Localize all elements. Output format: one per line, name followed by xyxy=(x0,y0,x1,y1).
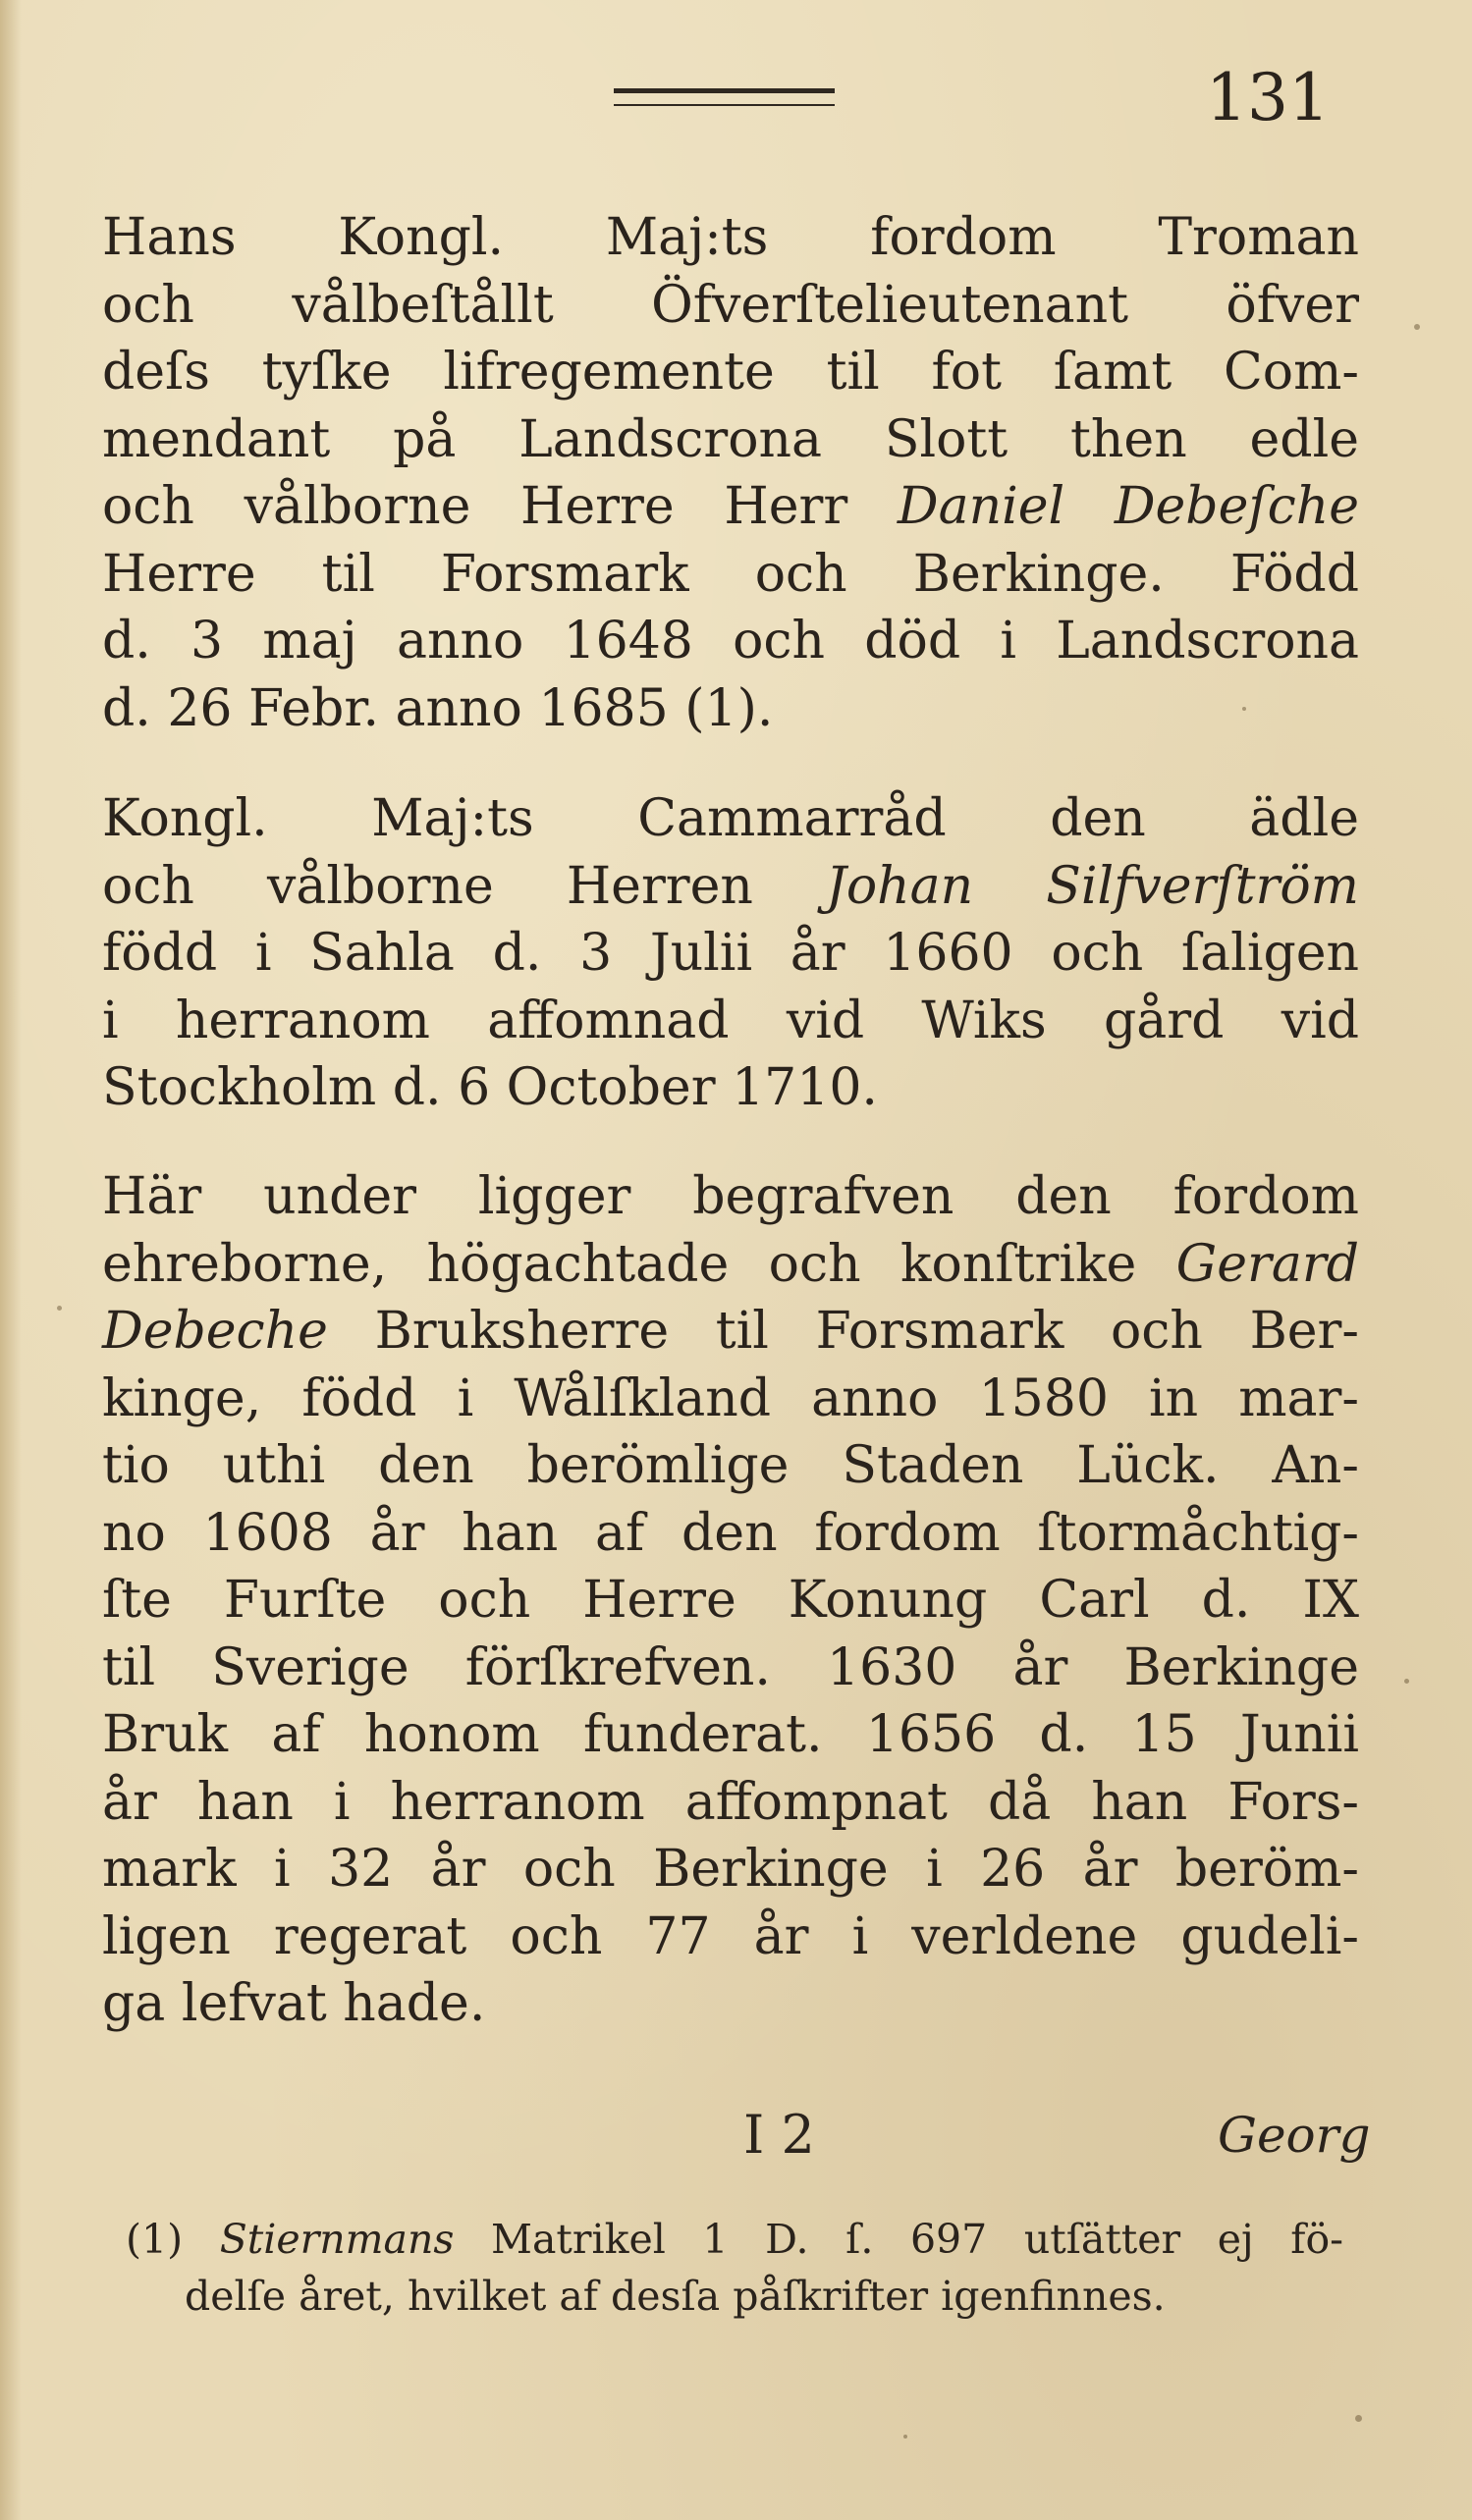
paragraph-3 xyxy=(102,1163,1359,2038)
page-header xyxy=(0,59,1472,157)
paragraph-line: mark i 32 år och Berkinge i 26 år beröm- xyxy=(102,1840,1359,1899)
line-text: Bruksherre til Forsmark och Ber- xyxy=(327,1302,1359,1361)
paragraph-line: ligen regerat och 77 år i verldene gudeli- xyxy=(102,1906,1359,1966)
paper-speck xyxy=(903,2435,907,2439)
line-text: ehreborne, högachtade och konſtrike xyxy=(102,1234,1176,1294)
line-text: och vålborne Herre Herr xyxy=(102,477,898,536)
paragraph-1 xyxy=(102,204,1359,742)
paragraph-line: til Sverige förſkrefven. 1630 år Berkinge xyxy=(102,1637,1359,1697)
paragraph-line: född i Sahla d. 3 Julii år 1660 och ſaligen xyxy=(102,924,1359,983)
paragraph-line xyxy=(102,1231,1359,1299)
paragraph-line: Hans Kongl. Maj:ts fordom Troman xyxy=(102,208,1359,267)
paragraph-line: ſte Furſte och Herre Konung Carl d. IX xyxy=(102,1571,1359,1630)
paragraph-line: Bruk af honom funderat. 1656 d. 15 Junii xyxy=(102,1705,1359,1764)
person-name-italic: Daniel Debeſche xyxy=(897,477,1360,536)
footnote-line: delſe året, hvilket af desſa påſkrifter igenfinnes. xyxy=(185,2273,1166,2320)
footnote-marker: (1) xyxy=(126,2216,220,2263)
paragraph-line: d. 26 Febr. anno 1685 (1). xyxy=(102,678,774,738)
footnote-author-italic: Stiernmans xyxy=(219,2216,455,2263)
line-text: och vålborne Herren xyxy=(102,856,827,916)
paper-speck xyxy=(1242,707,1246,711)
paragraph-line: no 1608 år han af den fordom ſtormåchtig- xyxy=(102,1503,1359,1563)
paragraph-line: och vålbeſtållt Öfverſtelieutenant öfver xyxy=(102,275,1359,335)
person-name-italic: Gerard xyxy=(1175,1234,1359,1294)
paper-speck xyxy=(1414,324,1420,330)
footnote xyxy=(126,2211,1343,2325)
paragraph-line: Stockholm d. 6 October 1710. xyxy=(102,1058,878,1117)
person-name-italic: Debeche xyxy=(102,1302,328,1361)
paragraph-line: i herranom affomnad vid Wiks gård vid xyxy=(102,991,1359,1050)
paper-speck xyxy=(1355,2415,1362,2422)
page-number: 131 xyxy=(1206,60,1330,135)
paragraph-line: tio uthi den berömlige Staden Lück. An- xyxy=(102,1436,1359,1495)
paragraph-line: Herre til Forsmark och Berkinge. Född xyxy=(102,544,1359,604)
paragraph-line xyxy=(102,853,1359,921)
paragraph-line: kinge, född i Wålſkland anno 1580 in mar- xyxy=(102,1368,1359,1428)
footnote-text: Matrikel 1 D. ſ. 697 utſätter ej fö- xyxy=(454,2216,1344,2263)
paragraph-line: Kongl. Maj:ts Cammarråd den ädle xyxy=(102,789,1359,848)
paragraph-line: mendant på Landscrona Slott then edle xyxy=(102,409,1359,469)
signature-line xyxy=(0,2101,1472,2179)
paper-speck xyxy=(57,1306,62,1311)
paragraph-line: år han i herranom affompnat då han Fors- xyxy=(102,1772,1359,1832)
footnote-line xyxy=(126,2211,1343,2268)
paragraph-line: d. 3 maj anno 1648 och död i Landscrona xyxy=(102,612,1359,670)
paragraph-line: Här under ligger begrafven den fordom xyxy=(102,1167,1359,1226)
paragraph-line xyxy=(102,1298,1359,1366)
paper-speck xyxy=(1404,1679,1409,1684)
header-rule xyxy=(614,88,835,106)
catchword: Georg xyxy=(1218,2107,1371,2164)
paragraph-line: ga lefvat hade. xyxy=(102,1974,486,2033)
paragraph-2 xyxy=(102,785,1359,1122)
signature-mark: I 2 xyxy=(743,2104,815,2166)
paragraph-line: deſs tyſke lifregemente til fot ſamt Com- xyxy=(102,343,1359,402)
person-name-italic: Johan Silfverſtröm xyxy=(826,856,1359,916)
paragraph-line xyxy=(102,473,1359,541)
